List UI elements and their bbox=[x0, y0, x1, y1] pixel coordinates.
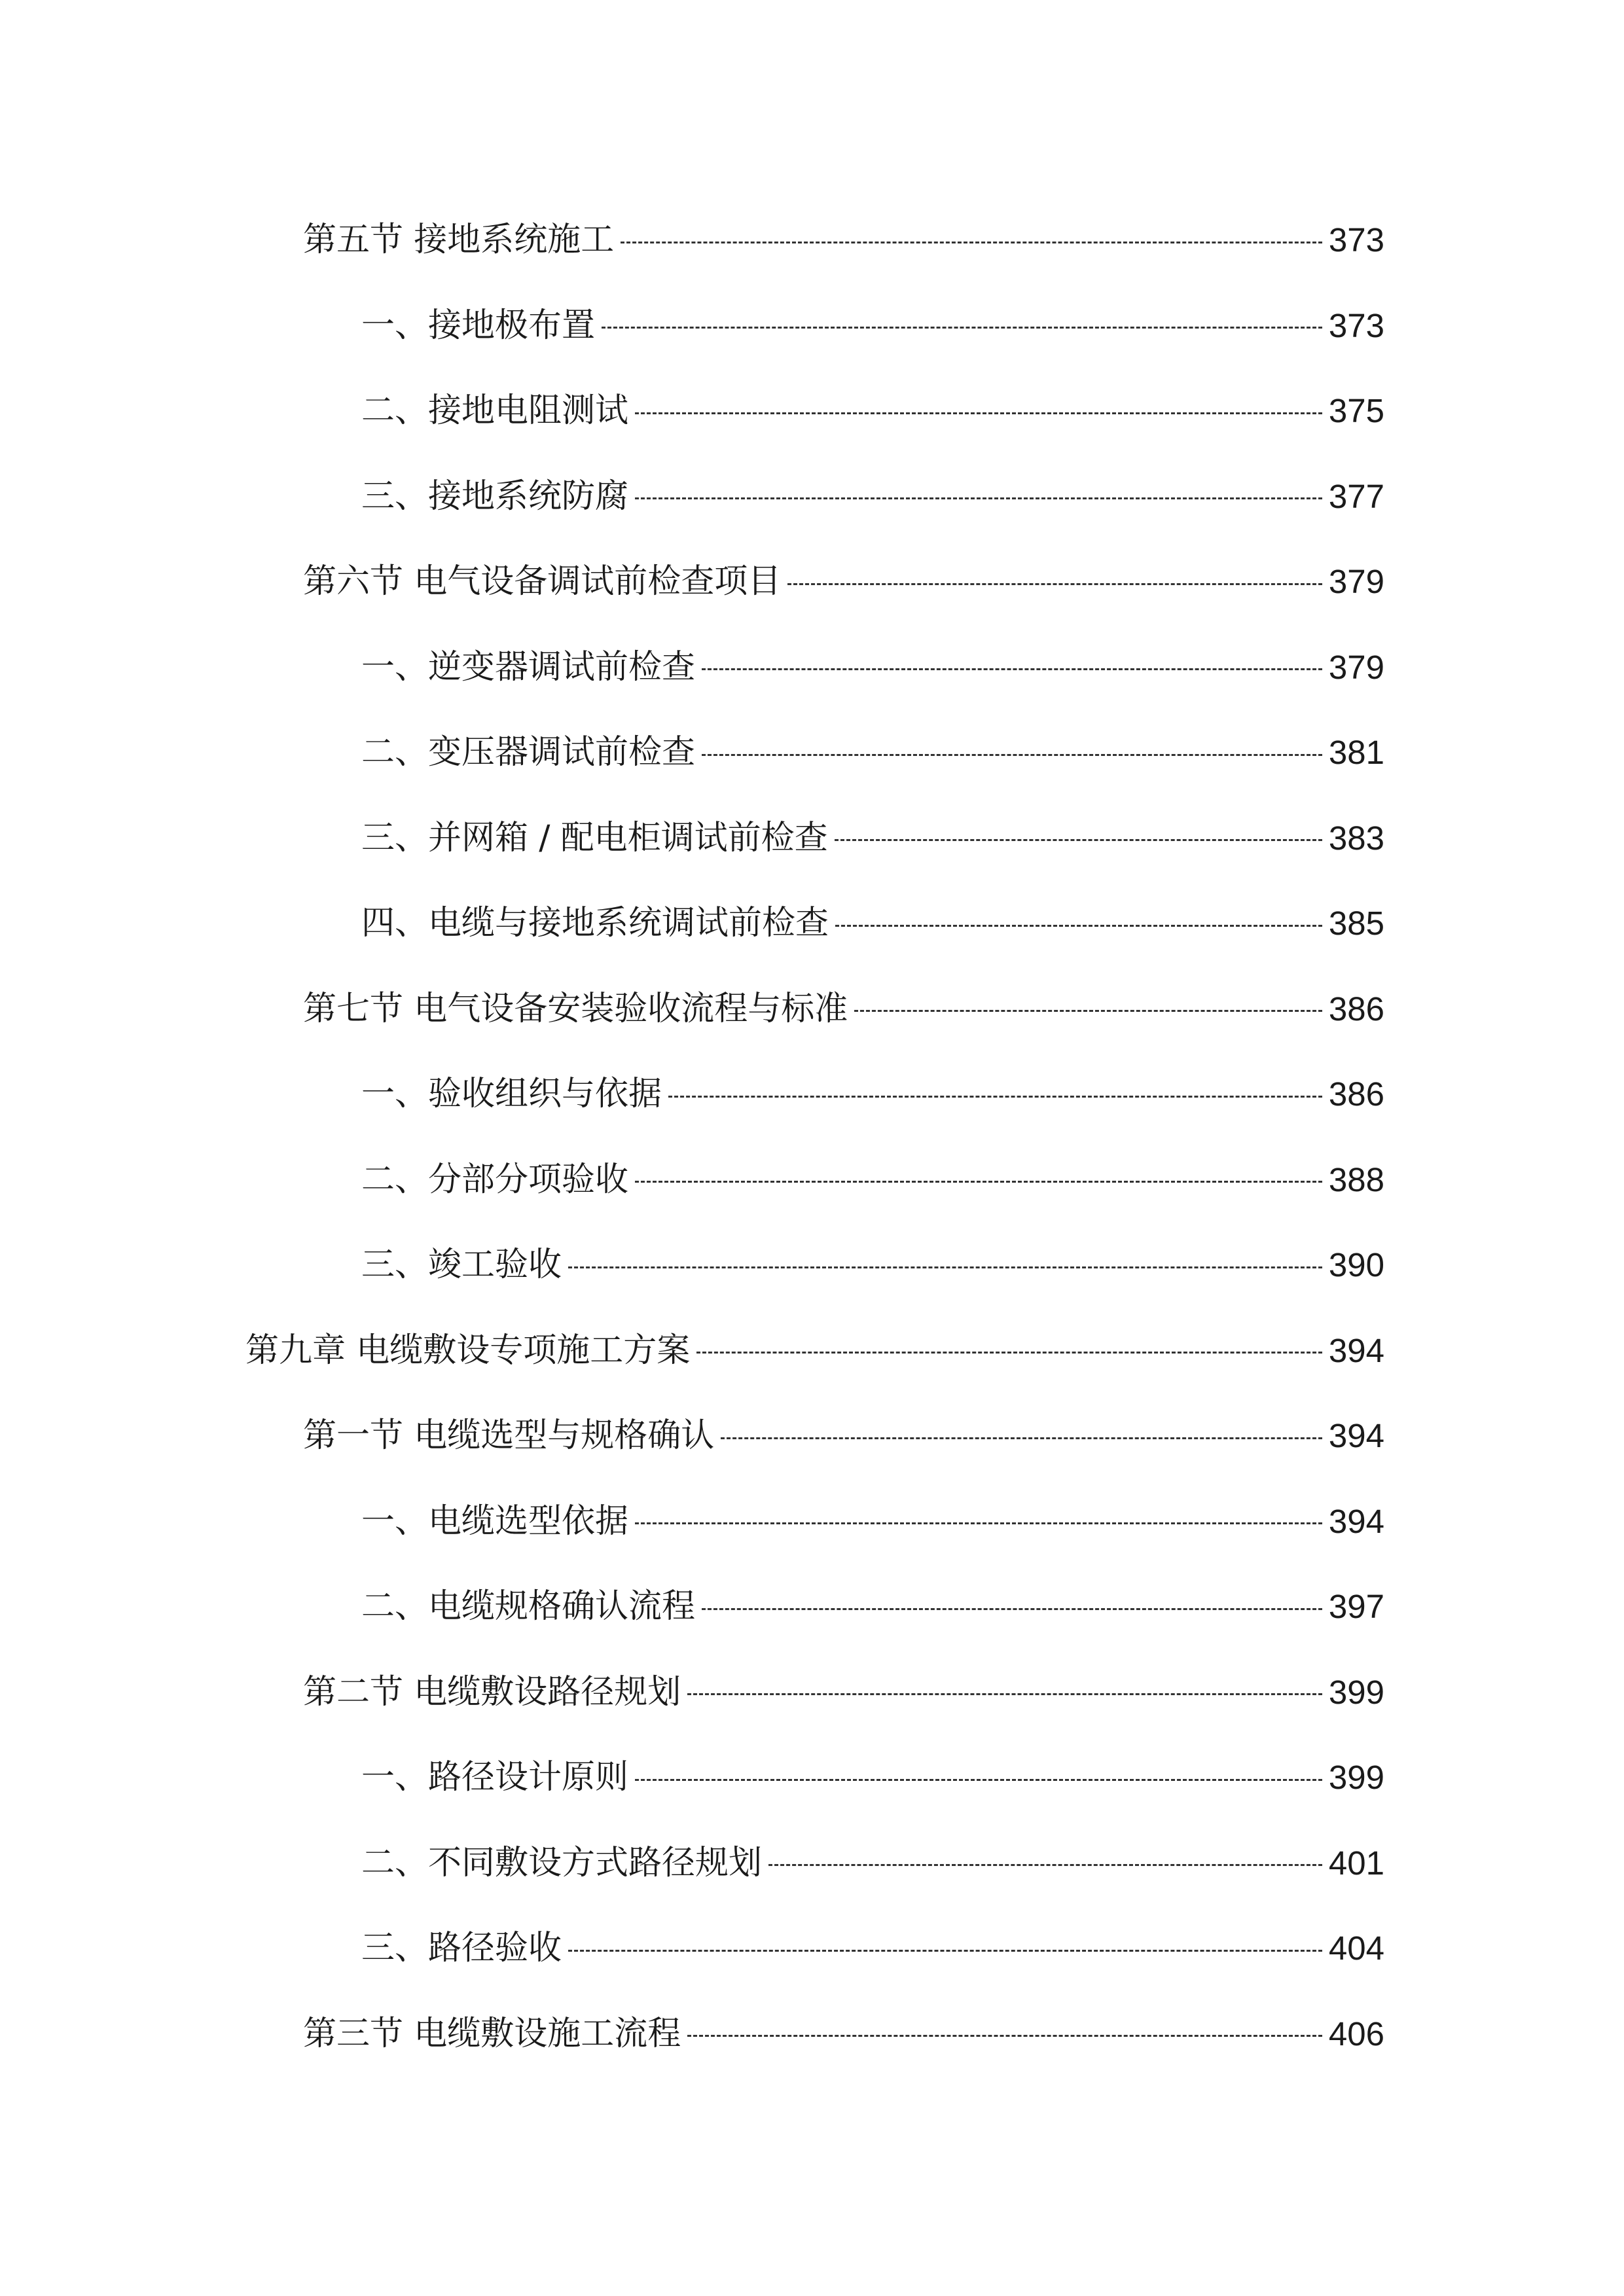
toc-entry[interactable] bbox=[361, 1834, 1384, 1893]
toc-entry-title: 第五节 接地系统施工 bbox=[303, 221, 615, 259]
toc-entry[interactable] bbox=[361, 467, 1384, 526]
dot-leader bbox=[787, 583, 1322, 585]
toc-entry-page: 385 bbox=[1328, 905, 1384, 942]
toc-entry-page: 379 bbox=[1328, 648, 1384, 686]
dot-leader bbox=[721, 1437, 1322, 1439]
dot-leader bbox=[635, 1522, 1322, 1524]
toc-entry-title: 一、验收组织与依据 bbox=[361, 1075, 662, 1113]
toc-entry-title: 第一节 电缆选型与规格确认 bbox=[303, 1416, 715, 1455]
toc-entry-title: 三、接地系统防腐 bbox=[361, 476, 629, 516]
toc-entry[interactable] bbox=[303, 211, 1384, 270]
toc-entry[interactable] bbox=[361, 296, 1384, 355]
dot-leader bbox=[702, 668, 1322, 670]
toc-entry-page: 394 bbox=[1328, 1502, 1384, 1540]
toc-entry-page: 381 bbox=[1328, 734, 1384, 771]
dot-leader bbox=[702, 1608, 1322, 1610]
toc-entry-page: 386 bbox=[1328, 990, 1384, 1028]
toc-entry[interactable] bbox=[303, 1663, 1384, 1722]
dot-leader bbox=[568, 1266, 1322, 1268]
toc-entry[interactable] bbox=[303, 1407, 1384, 1465]
toc-entry-page: 373 bbox=[1328, 221, 1384, 259]
toc-entry-page: 399 bbox=[1328, 1759, 1384, 1796]
toc-entry-page: 386 bbox=[1328, 1075, 1384, 1113]
dot-leader bbox=[635, 1779, 1322, 1781]
toc-entry[interactable] bbox=[361, 382, 1384, 440]
toc-entry[interactable] bbox=[361, 1151, 1384, 1210]
toc-entry[interactable] bbox=[361, 638, 1384, 697]
toc-entry[interactable] bbox=[361, 723, 1384, 782]
dot-leader bbox=[696, 1352, 1322, 1354]
toc-entry-page: 394 bbox=[1328, 1417, 1384, 1454]
toc-entry-page: 375 bbox=[1328, 392, 1384, 429]
toc-entry-title: 第三节 电缆敷设施工流程 bbox=[303, 2014, 681, 2053]
toc-entry[interactable] bbox=[361, 1236, 1384, 1295]
toc-entry-page: 377 bbox=[1328, 477, 1384, 515]
toc-entry-title: 一、接地极布置 bbox=[361, 306, 596, 345]
dot-leader bbox=[687, 2035, 1322, 2037]
toc-entry-page: 379 bbox=[1328, 563, 1384, 600]
toc-entry[interactable] bbox=[303, 980, 1384, 1039]
dot-leader bbox=[835, 839, 1322, 841]
toc-entry-title: 二、变压器调试前检查 bbox=[361, 733, 696, 772]
toc-entry[interactable] bbox=[361, 1065, 1384, 1124]
toc-entry-title: 一、电缆选型依据 bbox=[361, 1501, 629, 1541]
dot-leader bbox=[835, 925, 1322, 927]
toc-entry-title: 第七节 电气设备安装验收流程与标准 bbox=[303, 989, 848, 1028]
toc-entry-title: 第六节 电气设备调试前检查项目 bbox=[303, 562, 782, 601]
dot-leader bbox=[768, 1864, 1322, 1866]
toc-entry[interactable] bbox=[361, 1492, 1384, 1551]
dot-leader bbox=[854, 1010, 1322, 1012]
toc-entry-title: 三、并网箱 / 配电柜调试前检查 bbox=[361, 818, 828, 857]
dot-leader bbox=[635, 497, 1322, 499]
toc-entry[interactable] bbox=[245, 1321, 1384, 1380]
dot-leader bbox=[702, 754, 1322, 756]
toc-entry-title: 二、电缆规格确认流程 bbox=[361, 1587, 696, 1626]
toc-entry[interactable] bbox=[361, 809, 1384, 868]
toc-entry-title: 二、不同敷设方式路径规划 bbox=[361, 1843, 763, 1882]
toc-entry[interactable] bbox=[361, 1577, 1384, 1636]
toc-entry-title: 四、电缆与接地系统调试前检查 bbox=[361, 904, 829, 942]
toc-entry-page: 406 bbox=[1328, 2015, 1384, 2053]
toc-entry-page: 383 bbox=[1328, 819, 1384, 857]
toc-entry-title: 一、逆变器调试前检查 bbox=[361, 647, 696, 687]
toc-entry-title: 三、竣工验收 bbox=[361, 1246, 562, 1284]
toc-entry-page: 388 bbox=[1328, 1160, 1384, 1198]
toc-entry-title: 二、接地电阻测试 bbox=[361, 391, 629, 430]
dot-leader bbox=[602, 327, 1322, 329]
toc-entry-title: 二、分部分项验收 bbox=[361, 1160, 629, 1199]
toc-entry-page: 404 bbox=[1328, 1929, 1384, 1967]
toc-entry[interactable] bbox=[303, 552, 1384, 611]
toc-entry-page: 401 bbox=[1328, 1844, 1384, 1882]
toc-entry-title: 第二节 电缆敷设路径规划 bbox=[303, 1672, 681, 1712]
dot-leader bbox=[621, 242, 1322, 243]
toc-entry[interactable] bbox=[303, 2005, 1384, 2064]
toc-entry-page: 399 bbox=[1328, 1673, 1384, 1711]
toc-entry[interactable] bbox=[361, 894, 1384, 953]
toc-entry-title: 第九章 电缆敷设专项施工方案 bbox=[245, 1331, 691, 1370]
toc-entry-page: 373 bbox=[1328, 306, 1384, 344]
toc-entry-title: 三、路径验收 bbox=[361, 1929, 562, 1967]
toc-entry-title: 一、路径设计原则 bbox=[361, 1758, 629, 1797]
dot-leader bbox=[687, 1693, 1322, 1695]
toc-entry-page: 390 bbox=[1328, 1246, 1384, 1283]
dot-leader bbox=[568, 1950, 1322, 1952]
toc-entry[interactable] bbox=[361, 1919, 1384, 1978]
dot-leader bbox=[668, 1096, 1322, 1098]
toc-entry-page: 394 bbox=[1328, 1331, 1384, 1369]
toc-entry-page: 397 bbox=[1328, 1588, 1384, 1625]
dot-leader bbox=[635, 412, 1322, 414]
toc-entry[interactable] bbox=[361, 1748, 1384, 1807]
dot-leader bbox=[635, 1181, 1322, 1183]
